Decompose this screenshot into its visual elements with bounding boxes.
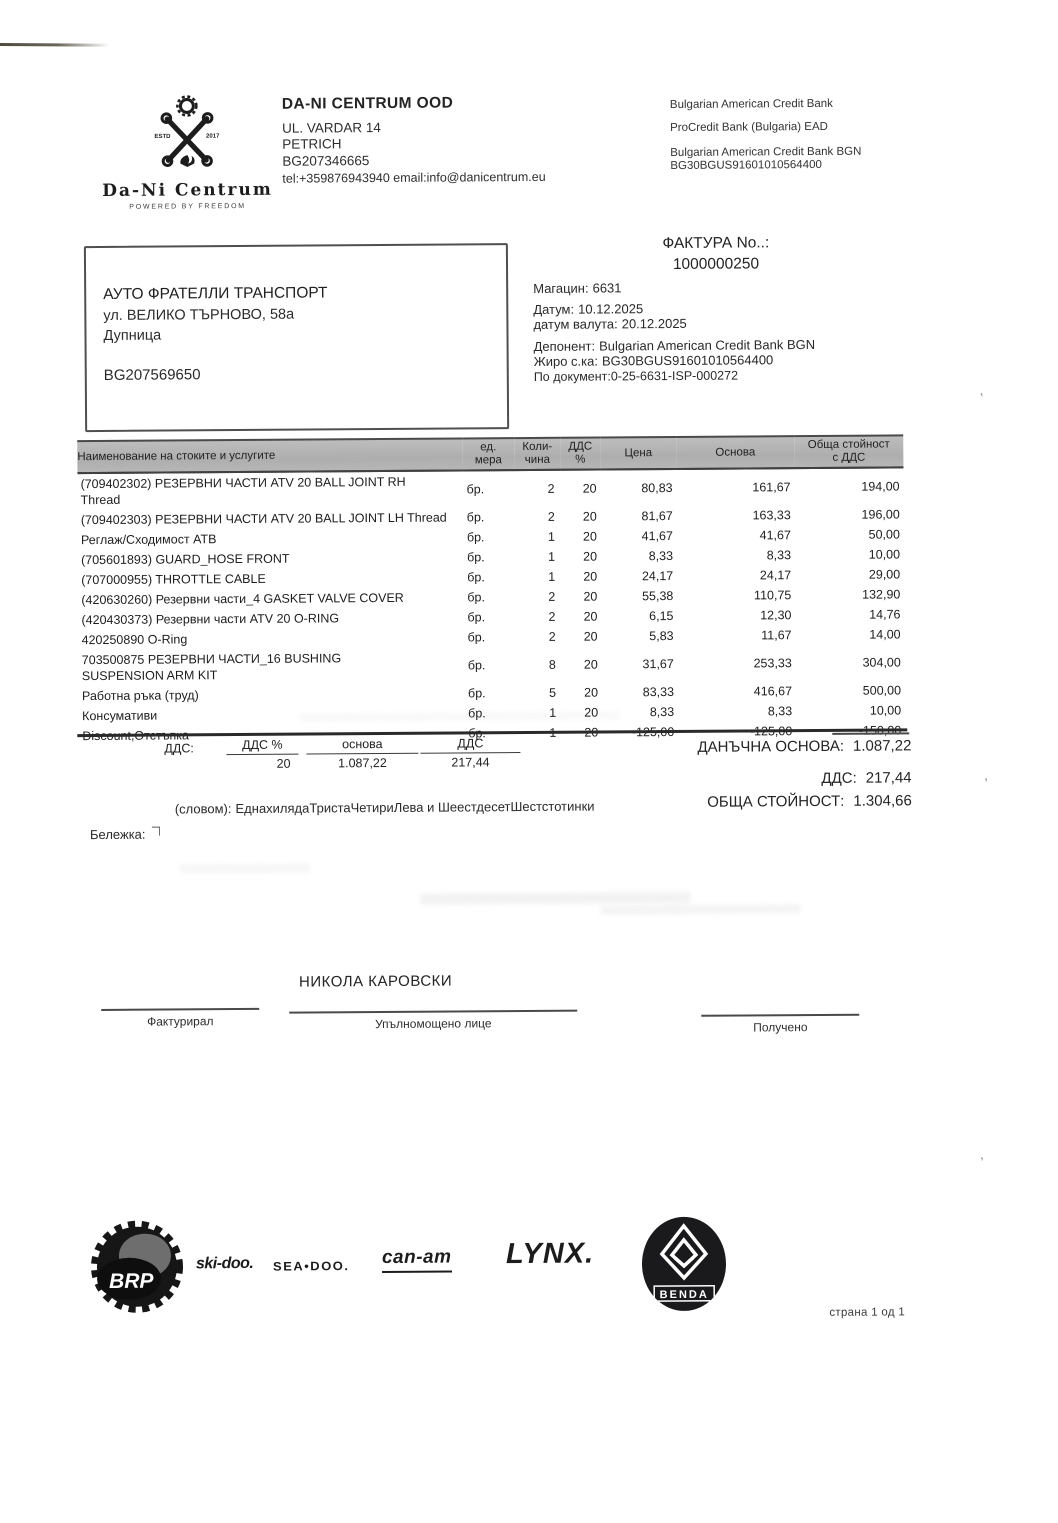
seller-brand-name: Da-Ni Centrum bbox=[102, 179, 273, 201]
brp-logo bbox=[87, 1218, 188, 1317]
item-total: 500,00 bbox=[862, 683, 902, 698]
item-base: 416,67 bbox=[753, 684, 793, 699]
seller-contact: tel:+359876943940 email:info@danicentrum.eu bbox=[282, 169, 546, 186]
item-price: 5,83 bbox=[649, 628, 674, 644]
item-unit: бр. bbox=[467, 570, 485, 585]
bank-line-1: Bulgarian American Credit Bank bbox=[669, 97, 833, 111]
words-label: (словом): bbox=[174, 801, 232, 817]
item-qty: 2 bbox=[548, 609, 556, 624]
vat-base-column: основа 1.087,22 bbox=[306, 737, 418, 771]
scan-artifact bbox=[420, 892, 690, 905]
item-name: (705601893) GUARD_HOSE FRONT bbox=[81, 551, 290, 568]
grand-total bbox=[598, 792, 912, 811]
item-vat-percent: 20 bbox=[584, 705, 599, 720]
item-name: (707000955) THROTTLE CABLE bbox=[81, 571, 266, 588]
scan-artifact bbox=[151, 827, 159, 836]
customer-street: ул. ВЕЛИКО ТЪРНОВО, 58а bbox=[103, 306, 295, 324]
item-name: Реглаж/Сходимост ATB bbox=[80, 532, 217, 548]
item-base: 253,33 bbox=[753, 656, 792, 671]
bank-header bbox=[670, 98, 862, 172]
seller-city: PETRICH bbox=[282, 136, 342, 152]
flame-icon bbox=[180, 155, 194, 167]
doc-label: По документ: bbox=[533, 369, 611, 384]
bank-line-2: ProCredit Bank (Bulgaria) EAD bbox=[670, 120, 828, 134]
item-vat-percent: 20 bbox=[583, 589, 598, 604]
customer-vat-id: BG207569650 bbox=[103, 366, 201, 384]
item-qty: 2 bbox=[548, 629, 556, 644]
logo-year: 2017 bbox=[206, 133, 220, 140]
col-header-name: Наименование на стоките и услугите bbox=[77, 438, 462, 473]
value-date-value: 20.12.2025 bbox=[621, 315, 687, 332]
customer-city: Дупница bbox=[103, 327, 162, 344]
scan-artifact: , bbox=[977, 382, 985, 399]
col-header-vat: ДДС % bbox=[560, 437, 600, 469]
vat-summary bbox=[164, 736, 544, 783]
item-unit: бр. bbox=[467, 630, 486, 645]
vat-rate-column: ДДС % 20 bbox=[226, 738, 298, 772]
item-vat-percent: 20 bbox=[583, 609, 598, 624]
item-base: 8,33 bbox=[766, 548, 792, 563]
col-header-base: Основа bbox=[676, 436, 794, 469]
invoice-store bbox=[533, 280, 621, 296]
invoice-value-date bbox=[533, 316, 686, 332]
vat-amount-value: 217,44 bbox=[451, 755, 490, 770]
account-value: BG30BGUS91601010564400 bbox=[601, 352, 774, 369]
ski-doo-wordmark: ski-doo. bbox=[195, 1254, 254, 1273]
account-label: Жиро с.ка: bbox=[533, 353, 599, 369]
invoice-title: ФАКТУРА No..: bbox=[662, 234, 770, 253]
vat-summary-label: ДДС: bbox=[164, 741, 194, 756]
item-base: 11,67 bbox=[761, 628, 792, 643]
item-price: 83,33 bbox=[642, 684, 675, 700]
item-qty: 1 bbox=[548, 569, 556, 584]
item-base: 41,67 bbox=[759, 528, 791, 543]
item-price: 24,17 bbox=[641, 568, 674, 584]
table-row bbox=[77, 467, 903, 510]
scan-artifact bbox=[0, 43, 109, 47]
depositor-label: Депонент: bbox=[533, 338, 596, 354]
item-total: 194,00 bbox=[861, 479, 900, 494]
customer-name: АУТО ФРАТЕЛЛИ ТРАНСПОРТ bbox=[103, 284, 328, 303]
item-base: 12,30 bbox=[760, 608, 792, 623]
can-am-wordmark: can-am bbox=[382, 1247, 452, 1273]
grand-total-label: ОБЩА СТОЙНОСТ: bbox=[707, 792, 845, 811]
item-base: 110,75 bbox=[753, 588, 792, 603]
vat-base-value: 1.087,22 bbox=[338, 755, 387, 771]
brp-wordmark: BRP bbox=[109, 1269, 154, 1293]
item-total: 196,00 bbox=[861, 507, 900, 522]
col-header-unit: ед. мера bbox=[462, 438, 514, 470]
issuer-label: Фактурирал bbox=[147, 1014, 214, 1029]
item-unit: бр. bbox=[467, 610, 486, 625]
date-value: 10.12.2025 bbox=[578, 301, 644, 317]
item-name: (709402302) РЕЗЕРВНИ ЧАСТИ ATV 20 BALL JOINT RH Thread bbox=[80, 474, 406, 508]
authorized-label: Упълномощено лице bbox=[375, 1016, 492, 1032]
item-price: 8,33 bbox=[648, 548, 674, 564]
logo-estd: ESTD bbox=[154, 133, 171, 141]
item-vat-percent: 20 bbox=[582, 529, 597, 544]
scan-artifact: , bbox=[977, 1146, 985, 1163]
doc-value: 0-25-6631-ISP-000272 bbox=[610, 368, 739, 384]
seller-brand-tagline: POWERED BY FREEDOM bbox=[129, 202, 246, 211]
table-row bbox=[79, 644, 905, 686]
item-price: 81,67 bbox=[641, 508, 673, 524]
item-total: 10,00 bbox=[868, 547, 901, 562]
item-price: 80,83 bbox=[641, 480, 673, 496]
item-unit: бр. bbox=[468, 706, 486, 721]
item-total: 14,76 bbox=[869, 607, 901, 622]
item-qty: 5 bbox=[549, 685, 557, 700]
item-total: 50,00 bbox=[868, 527, 900, 542]
vat-rate-value: 20 bbox=[276, 756, 291, 771]
item-qty: 1 bbox=[549, 705, 557, 720]
scan-artifact bbox=[180, 864, 310, 874]
sea-doo-wordmark: SEA•DOO. bbox=[272, 1258, 350, 1274]
item-price: 31,67 bbox=[642, 656, 674, 672]
benda-wordmark: BENDA bbox=[659, 1288, 709, 1302]
bank-iban: BG30BGUS91601010564400 bbox=[670, 158, 822, 172]
item-vat-percent: 20 bbox=[583, 549, 598, 564]
seller-vat-id: BG207346665 bbox=[282, 152, 370, 169]
item-price: 41,67 bbox=[641, 528, 673, 544]
item-name: 420250890 O-Ring bbox=[81, 632, 188, 648]
note-line bbox=[90, 827, 160, 842]
item-name: 703500875 РЕЗЕРВНИ ЧАСТИ_16 BUSHING SUSPENSION ARM KIT bbox=[81, 651, 342, 684]
depositor-value: Bulgarian American Credit Bank BGN bbox=[599, 336, 816, 354]
invoice-account bbox=[534, 352, 774, 369]
item-total: 10,00 bbox=[869, 703, 902, 718]
col-header-qty: Коли- чина bbox=[514, 438, 560, 470]
scan-artifact: , bbox=[982, 767, 989, 783]
vat-total-label: ДДС: bbox=[821, 769, 857, 787]
vat-amount-column: ДДС 217,44 bbox=[420, 736, 520, 770]
vat-total-value: 217,44 bbox=[865, 769, 912, 787]
item-vat-percent: 20 bbox=[583, 569, 598, 584]
tax-base-total bbox=[597, 737, 911, 756]
item-qty: 2 bbox=[548, 589, 556, 604]
item-qty: 8 bbox=[548, 657, 556, 672]
item-qty: 2 bbox=[547, 509, 555, 524]
items-table bbox=[77, 434, 905, 746]
item-vat-percent: 20 bbox=[583, 629, 598, 644]
invoice-date bbox=[533, 301, 643, 317]
item-name: (709402303) РЕЗЕРВНИ ЧАСТИ ATV 20 BALL JOINT LH Thread bbox=[80, 510, 447, 528]
item-name: Работна ръка (труд) bbox=[81, 688, 199, 704]
authorized-person-name: НИКОЛА КАРОВСКИ bbox=[298, 972, 453, 991]
da-ni-centrum-logo bbox=[98, 94, 277, 211]
item-price: 6,15 bbox=[649, 608, 674, 624]
item-vat-percent: 20 bbox=[583, 657, 598, 672]
item-qty: 1 bbox=[548, 549, 556, 564]
item-base: 24,17 bbox=[759, 568, 792, 583]
item-price: 8,33 bbox=[649, 704, 675, 720]
item-total: 29,00 bbox=[868, 567, 901, 582]
item-unit: бр. bbox=[467, 550, 485, 565]
item-base: 8,33 bbox=[767, 704, 793, 719]
col-header-total: Обща стойност с ДДС bbox=[794, 435, 903, 468]
item-qty: 1 bbox=[547, 529, 555, 544]
received-label: Получено bbox=[753, 1020, 808, 1035]
item-price: 55,38 bbox=[642, 588, 674, 604]
item-qty: 2 bbox=[547, 481, 555, 496]
amount-in-words bbox=[175, 799, 595, 817]
received-signature-line bbox=[701, 1014, 859, 1017]
seller-info bbox=[282, 95, 546, 187]
words-text: ЕднахилядаТристаЧетириЛева и ШеестдесетШестстотинки bbox=[235, 798, 595, 817]
item-base: 163,33 bbox=[752, 508, 791, 523]
authorized-signature-line bbox=[289, 1010, 577, 1014]
item-name: (420630260) Резервни части_4 GASKET VALVE COVER bbox=[81, 590, 404, 608]
col-header-price: Цена bbox=[600, 437, 676, 470]
value-date-label: датум валута: bbox=[533, 316, 618, 332]
item-unit: бр. bbox=[467, 686, 486, 701]
customer-box bbox=[84, 243, 509, 432]
invoice-number: 1000000250 bbox=[672, 255, 760, 273]
tax-base-value: 1.087,22 bbox=[852, 737, 912, 755]
issuer-signature-line bbox=[101, 1008, 259, 1011]
scan-artifact bbox=[600, 904, 800, 914]
store-label: Магацин: bbox=[533, 280, 589, 296]
crossed-wrenches-icon bbox=[144, 94, 231, 175]
seller-street: UL. VARDAR 14 bbox=[282, 119, 381, 136]
tax-base-label: ДАНЪЧНА ОСНОВА: bbox=[697, 737, 845, 756]
item-name: Консумативи bbox=[82, 708, 158, 724]
item-unit: бр. bbox=[467, 590, 485, 605]
item-name: (420430373) Резервни части ATV 20 O-RING bbox=[81, 611, 340, 628]
page-number: страна 1 од 1 bbox=[829, 1306, 906, 1319]
note-label: Бележка: bbox=[89, 826, 146, 843]
grand-total-value: 1.304,66 bbox=[853, 792, 912, 810]
item-unit: бр. bbox=[466, 510, 485, 525]
item-total: 132,90 bbox=[862, 587, 901, 602]
item-vat-percent: 20 bbox=[584, 685, 599, 700]
item-total: 14,00 bbox=[869, 627, 901, 642]
lynx-wordmark: LYNX. bbox=[505, 1237, 595, 1271]
store-value: 6631 bbox=[592, 280, 622, 296]
item-unit: бр. bbox=[467, 658, 486, 673]
item-base: 161,67 bbox=[752, 480, 791, 495]
item-vat-percent: 20 bbox=[582, 481, 597, 496]
benda-logo bbox=[640, 1214, 729, 1315]
date-label: Датум: bbox=[533, 301, 575, 317]
seller-name: DA-NI CENTRUM OOD bbox=[281, 94, 454, 113]
item-unit: бр. bbox=[466, 482, 485, 497]
vat-total bbox=[598, 769, 912, 788]
item-unit: бр. bbox=[466, 530, 485, 545]
item-vat-percent: 20 bbox=[582, 509, 597, 524]
invoice-doc-ref bbox=[534, 369, 738, 384]
item-total: 304,00 bbox=[862, 655, 901, 670]
bank-line-3: Bulgarian American Credit Bank BGN bbox=[670, 145, 862, 159]
